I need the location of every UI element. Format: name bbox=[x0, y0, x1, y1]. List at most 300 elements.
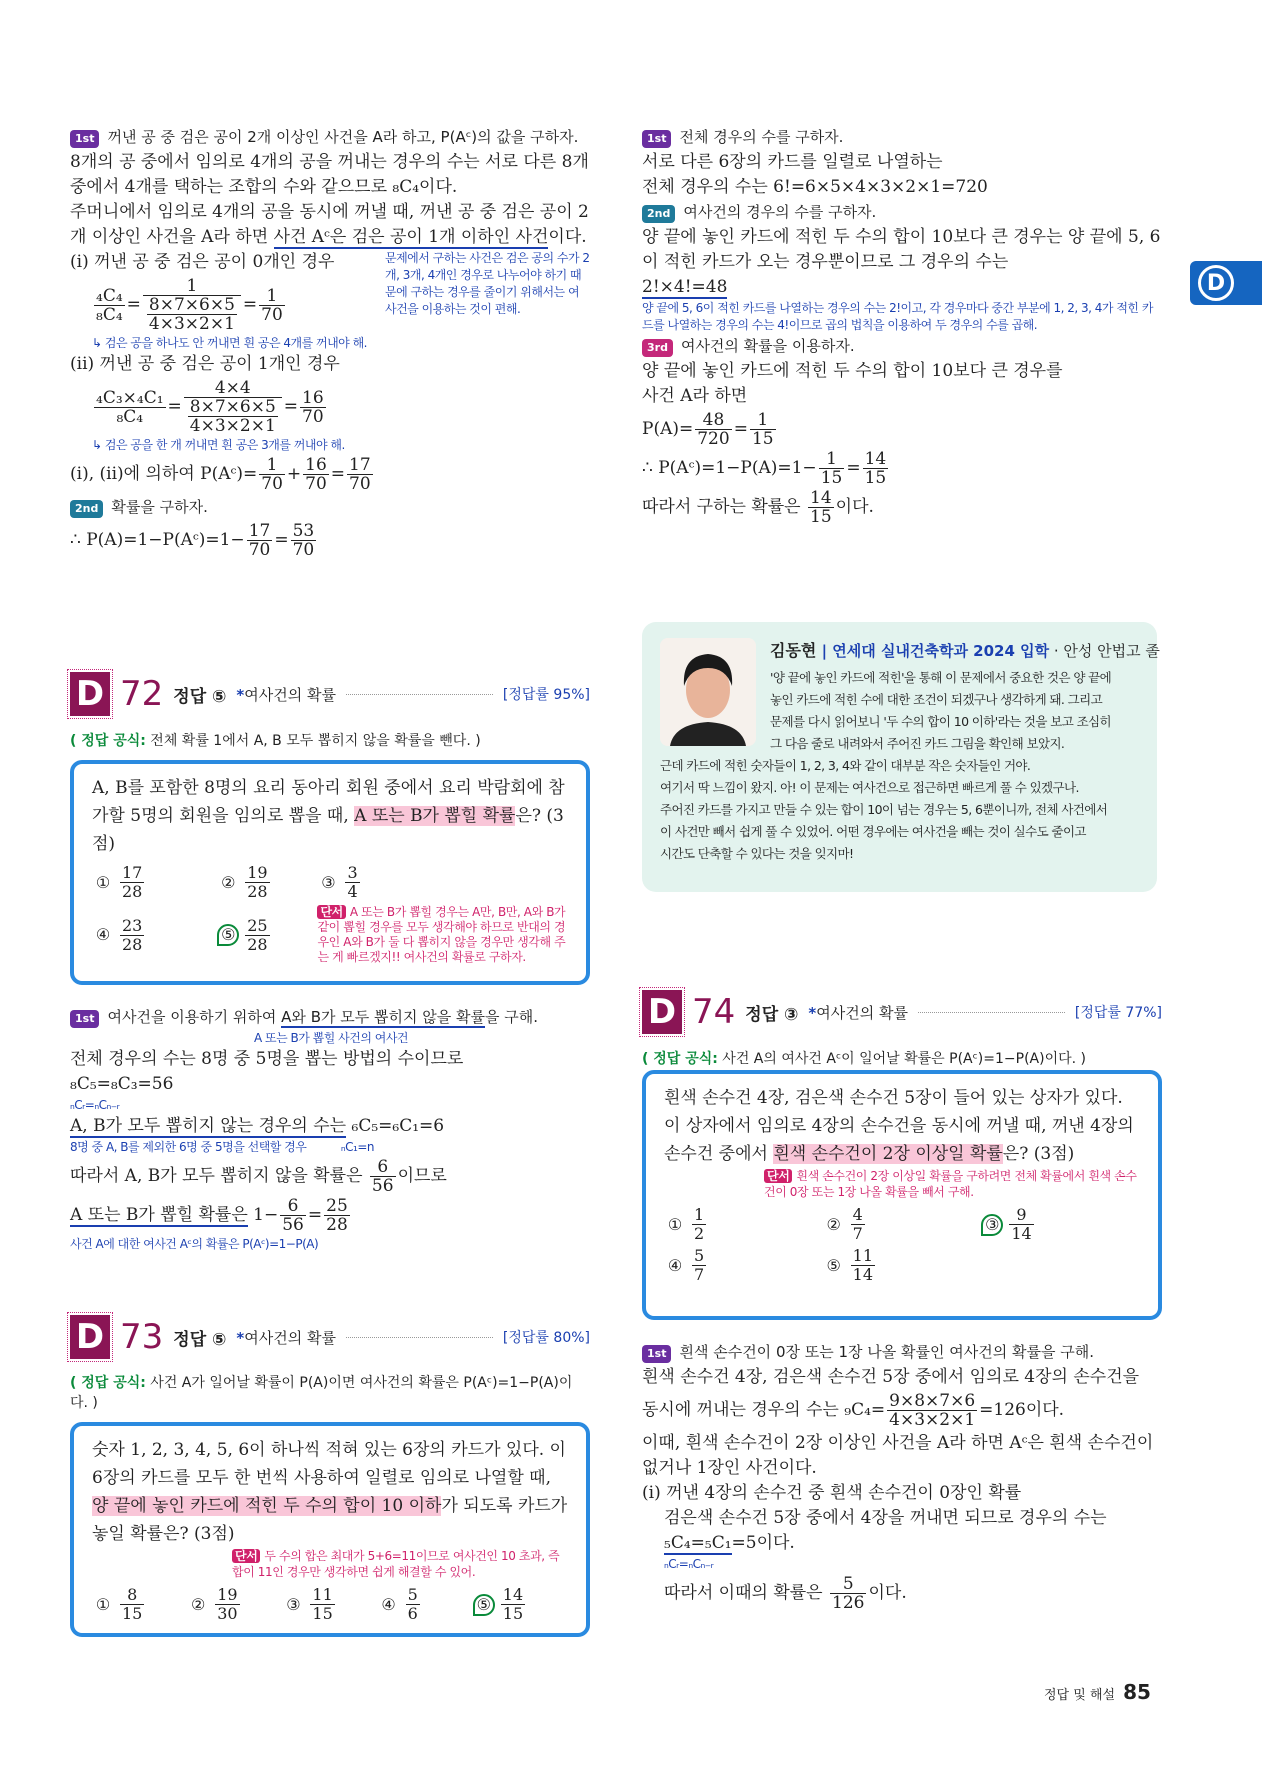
correct-rate: [정답률 80%] bbox=[502, 1330, 590, 1346]
denominator bbox=[310, 1605, 334, 1623]
fraction bbox=[303, 456, 329, 493]
denominator bbox=[245, 936, 269, 954]
numerator bbox=[887, 1392, 977, 1411]
frac-part: 1 bbox=[694, 1205, 705, 1224]
text: ₆C₅=₆C₁=6 bbox=[346, 1116, 445, 1136]
frac-part: 70 bbox=[248, 540, 271, 560]
fraction bbox=[695, 411, 731, 448]
numerator bbox=[291, 522, 317, 541]
question-number: 72 bbox=[120, 674, 164, 714]
text: = bbox=[242, 294, 258, 315]
q74-solution bbox=[642, 1340, 1162, 1614]
text: + bbox=[286, 464, 302, 484]
page-number: 85 bbox=[1123, 1680, 1151, 1704]
numerator bbox=[120, 1586, 144, 1605]
frac-part: 28 bbox=[122, 882, 143, 901]
frac-part: 17 bbox=[248, 521, 271, 541]
solution-line bbox=[642, 1481, 1162, 1506]
fraction bbox=[830, 1575, 866, 1612]
numerator bbox=[120, 917, 144, 936]
frac-part: 56 bbox=[282, 1215, 304, 1235]
text: 검은색 손수건 5장 중에서 4장을 꺼내면 되므로 경우의 수는 bbox=[664, 1508, 1107, 1528]
text: 은? (3점) bbox=[1002, 1144, 1075, 1164]
frac-part: 4 bbox=[347, 882, 358, 901]
frac-part: 1 bbox=[266, 285, 278, 306]
fraction bbox=[280, 1197, 306, 1234]
leader-dots bbox=[346, 1337, 493, 1338]
text: 서로 다른 6장의 카드를 일렬로 나열하는 bbox=[642, 152, 943, 172]
chapter-tab-d[interactable] bbox=[1190, 261, 1262, 305]
numerator bbox=[143, 277, 241, 296]
fraction bbox=[1009, 1206, 1033, 1243]
frac-part: ₄C₃×₄C₁ bbox=[96, 387, 164, 408]
frac-part: 15 bbox=[864, 468, 887, 488]
step-heading bbox=[70, 1005, 590, 1030]
answer-choice[interactable] bbox=[282, 1586, 377, 1623]
denominator bbox=[692, 1225, 706, 1243]
frac-part: 4 bbox=[852, 1205, 863, 1224]
answer-choice[interactable] bbox=[187, 1586, 282, 1623]
frac-part: 14 bbox=[810, 488, 832, 508]
numerator bbox=[830, 1575, 866, 1594]
leader-dots bbox=[346, 694, 493, 695]
denominator bbox=[245, 883, 269, 901]
chapter-badge: D bbox=[70, 1315, 110, 1359]
text: 따라서 A, B가 모두 뽑히지 않을 확률은 bbox=[70, 1166, 368, 1186]
numerator bbox=[808, 489, 834, 508]
fraction bbox=[324, 1197, 350, 1234]
numerator bbox=[184, 379, 282, 398]
denominator bbox=[94, 306, 125, 324]
highlighted-text: 양 끝에 놓인 카드에 적힌 두 수의 합이 10 이하 bbox=[92, 1496, 442, 1516]
frac-part: 126 bbox=[832, 1593, 865, 1613]
frac-part: 70 bbox=[302, 406, 324, 427]
solution-line bbox=[70, 1047, 590, 1072]
frac-part: 11 bbox=[312, 1585, 333, 1604]
answer-choice[interactable] bbox=[664, 1206, 823, 1243]
frac-part: 1 bbox=[757, 410, 769, 430]
student-testimonial bbox=[642, 622, 1160, 892]
text: 8명 중 A, B를 제외한 6명 중 5명을 선택할 경우 ₙC₁=n bbox=[70, 1140, 375, 1154]
fraction bbox=[819, 450, 845, 487]
solution-line bbox=[642, 450, 1162, 487]
denominator bbox=[345, 883, 359, 901]
solution-line bbox=[70, 1114, 590, 1139]
text: ↳ 검은 공을 하나도 안 꺼내면 흰 공은 4개를 꺼내야 해. bbox=[92, 336, 367, 350]
frac-part: 56 bbox=[371, 1176, 394, 1196]
step-heading bbox=[642, 334, 1162, 359]
fraction bbox=[215, 1586, 239, 1623]
answer-choice[interactable] bbox=[473, 1586, 568, 1623]
answer-choice[interactable] bbox=[823, 1247, 982, 1284]
fraction bbox=[692, 1206, 706, 1243]
solution-line bbox=[70, 352, 590, 377]
answer-choice[interactable] bbox=[217, 864, 317, 901]
text: (ii) 꺼낸 공 중 검은 공이 1개인 경우 bbox=[70, 354, 340, 374]
step-heading bbox=[70, 125, 590, 150]
solution-line bbox=[642, 1575, 1162, 1612]
frac-part: 25 bbox=[326, 1196, 348, 1216]
numerator bbox=[819, 450, 845, 469]
denominator bbox=[808, 508, 834, 526]
page-footer bbox=[1044, 1680, 1151, 1704]
frac-part: 15 bbox=[502, 1604, 524, 1623]
frac-part: 4×3×2×1 bbox=[189, 416, 276, 436]
q73-section bbox=[70, 1315, 590, 1413]
numerator bbox=[259, 287, 285, 306]
text: =126이다. bbox=[979, 1400, 1065, 1420]
text: 가 되도록 카드가 놓일 확률은? (3점) bbox=[92, 1496, 568, 1544]
solution-line bbox=[70, 1072, 590, 1097]
annotation-note bbox=[70, 1097, 590, 1114]
fraction bbox=[310, 1586, 334, 1623]
frac-part: 1 bbox=[826, 449, 837, 469]
frac-part: ₈C₄ bbox=[96, 304, 123, 325]
numerator bbox=[347, 456, 373, 475]
solution-line bbox=[642, 225, 1162, 275]
denominator bbox=[863, 469, 889, 487]
underlined-text: A 또는 B가 뽑힐 확률은 bbox=[70, 1205, 248, 1225]
text: 을 구해. bbox=[484, 1008, 538, 1026]
denominator bbox=[94, 408, 166, 426]
answer-label: 정답 ⑤ bbox=[173, 686, 227, 707]
frac-part: 25 bbox=[247, 915, 268, 935]
frac-part: 2 bbox=[694, 1224, 705, 1243]
step-badge: 1st bbox=[70, 130, 99, 148]
text: (i), (ii)에 의하여 P(Aᶜ)= bbox=[70, 464, 258, 484]
answer-choice[interactable] bbox=[92, 864, 217, 901]
frac-part: 8×7×6×5 bbox=[148, 295, 235, 315]
answer-choice[interactable] bbox=[92, 1586, 187, 1623]
frac-part: 3 bbox=[347, 863, 358, 882]
denominator bbox=[259, 306, 285, 324]
text: 문제에서 구하는 사건은 검은 공의 수가 2개, 3개, 4개인 경우로 나누어야 하기 때문에 구하는 경우를 줄이기 위해서는 여사건을 이용하는 것이 편해. bbox=[385, 251, 590, 316]
choice-number: ② bbox=[221, 872, 236, 892]
frac-part: 8×7×6×5 bbox=[189, 397, 276, 417]
text: ₙCᵣ=ₙCₙ₋ᵣ bbox=[664, 1557, 714, 1571]
denominator bbox=[147, 315, 237, 333]
text: ∴ P(Aᶜ)=1−P(A)=1− bbox=[642, 458, 817, 478]
denominator bbox=[501, 1605, 525, 1623]
topic: *여사건의 확률 bbox=[236, 1328, 336, 1347]
step-heading bbox=[642, 200, 1162, 225]
step-title bbox=[679, 128, 843, 146]
text: (i) 꺼낸 공 중 검은 공이 0개인 경우 bbox=[70, 252, 335, 272]
problem-text bbox=[92, 1436, 568, 1548]
numerator bbox=[345, 864, 359, 883]
step-badge: 3rd bbox=[642, 339, 673, 357]
q74-header bbox=[642, 990, 1162, 1034]
frac-part: 6 bbox=[407, 1604, 418, 1623]
frac-part: 19 bbox=[217, 1585, 238, 1604]
numerator bbox=[695, 411, 731, 430]
step-heading bbox=[642, 1340, 1162, 1365]
solution-line bbox=[642, 1392, 1162, 1429]
text: ₙCᵣ=ₙCₙ₋ᵣ bbox=[70, 1098, 120, 1112]
text: 전체 경우의 수를 구하자. bbox=[679, 128, 844, 146]
choice-number: ③ bbox=[321, 872, 336, 892]
denominator bbox=[830, 1594, 866, 1612]
text: P(A)= bbox=[642, 419, 694, 439]
annotation-note bbox=[70, 1236, 590, 1253]
choices bbox=[92, 864, 568, 965]
question-number: 73 bbox=[120, 1317, 164, 1357]
left-solution bbox=[70, 125, 590, 561]
numerator bbox=[259, 456, 285, 475]
student-photo bbox=[660, 638, 756, 746]
denominator bbox=[120, 883, 144, 901]
numerator bbox=[863, 450, 889, 469]
text: 양 끝에 놓인 카드에 적힌 두 수의 합이 10보다 큰 경우를 bbox=[642, 361, 1063, 381]
text: A, B를 포함한 8명의 요리 동아리 회원 중에서 요리 박람회에 참가할 5명의 회원을 임의로 뽑을 때, bbox=[92, 778, 565, 826]
numerator bbox=[215, 1586, 239, 1605]
frac-part: 1 bbox=[266, 455, 278, 475]
fraction bbox=[345, 864, 359, 901]
denominator bbox=[692, 1266, 706, 1284]
frac-part: ₈C₄ bbox=[116, 406, 144, 427]
frac-part: 23 bbox=[122, 915, 143, 935]
solution-line bbox=[70, 150, 590, 200]
numerator bbox=[692, 1247, 706, 1266]
text: 흰색 손수건이 0장 또는 1장 나올 확률인 여사건의 확률을 구해. bbox=[679, 1343, 1094, 1361]
denominator bbox=[851, 1225, 865, 1243]
numerator bbox=[303, 456, 329, 475]
fraction bbox=[863, 450, 889, 487]
denominator bbox=[347, 475, 373, 493]
numerator bbox=[370, 1158, 396, 1177]
text: 1− bbox=[247, 1205, 279, 1225]
denominator bbox=[887, 1411, 977, 1429]
q73-problem-box bbox=[70, 1422, 590, 1637]
choice-number: ② bbox=[191, 1594, 206, 1614]
answer-choice[interactable] bbox=[92, 905, 217, 965]
frac-part: 28 bbox=[326, 1215, 348, 1235]
step-badge: 2nd bbox=[642, 205, 675, 223]
annotation-note bbox=[70, 437, 590, 454]
solution-line bbox=[642, 359, 1162, 384]
frac-part: 70 bbox=[261, 304, 283, 325]
fraction bbox=[501, 1586, 525, 1623]
choice-number: ④ bbox=[95, 925, 111, 944]
denominator bbox=[120, 936, 144, 954]
answer-choice[interactable] bbox=[378, 1586, 473, 1623]
solution-line bbox=[642, 1531, 1162, 1556]
numerator bbox=[300, 389, 326, 408]
annotation-note bbox=[642, 1556, 1162, 1573]
fraction bbox=[184, 379, 282, 435]
fraction bbox=[887, 1392, 977, 1429]
frac-part: 14 bbox=[1011, 1224, 1032, 1243]
frac-part: 15 bbox=[751, 429, 774, 449]
underlined-text: A와 B가 모두 뽑히지 않을 확률 bbox=[281, 1008, 485, 1026]
step-badge: 2nd bbox=[70, 500, 103, 518]
denominator bbox=[300, 408, 326, 426]
frac-part: 16 bbox=[302, 387, 324, 408]
solution-line bbox=[70, 200, 590, 250]
text: 흰색 손수건 4장, 검은색 손수건 5장 중에서 임의로 4장의 손수건을 bbox=[642, 1367, 1140, 1387]
frac-part: 5 bbox=[842, 1574, 854, 1594]
numerator bbox=[1009, 1206, 1033, 1225]
step-title bbox=[107, 1008, 538, 1028]
text: ₈C₅=₈C₃=56 bbox=[70, 1074, 174, 1094]
text: = bbox=[307, 1205, 323, 1225]
numerator bbox=[94, 287, 125, 306]
solution-line bbox=[642, 411, 1162, 448]
fraction bbox=[120, 917, 144, 954]
choice-number: ④ bbox=[381, 1594, 396, 1614]
answer-formula: ( 정답 공식: 사건 A가 일어날 확률이 P(A)이면 여사건의 확률은 P(Aᶜ)=1−P(A)이다. ) bbox=[70, 1375, 573, 1411]
answer-choice[interactable] bbox=[217, 905, 317, 965]
frac-part: 720 bbox=[697, 429, 730, 449]
solution-line bbox=[642, 275, 1162, 300]
numerator bbox=[188, 398, 278, 417]
answer-label: 정답 ③ bbox=[745, 1004, 799, 1025]
answer-choice[interactable] bbox=[823, 1206, 982, 1243]
text: 이다. bbox=[835, 497, 874, 517]
denominator bbox=[1009, 1225, 1033, 1243]
fraction bbox=[851, 1206, 865, 1243]
numerator bbox=[851, 1206, 865, 1225]
frac-part: 11 bbox=[852, 1246, 874, 1265]
text: 이때, 흰색 손수건이 2장 이상인 사건을 A라 하면 Aᶜ은 흰색 손수건이 없거나 1장인 사건이다. bbox=[642, 1433, 1154, 1478]
frac-part: 4×4 bbox=[214, 378, 251, 398]
frac-part: 48 bbox=[702, 410, 725, 430]
answer-choice[interactable] bbox=[981, 1206, 1140, 1243]
solution-line bbox=[70, 379, 590, 435]
step-badge: 1st bbox=[70, 1010, 99, 1028]
numerator bbox=[120, 864, 144, 883]
q72-section bbox=[70, 672, 590, 750]
choice-number: ⑤ bbox=[473, 1594, 495, 1616]
problem-text bbox=[92, 774, 568, 858]
answer-choice[interactable] bbox=[317, 864, 568, 901]
text: A 또는 B가 뽑힐 사건의 여사건 bbox=[70, 1031, 409, 1045]
denominator bbox=[188, 417, 278, 435]
fraction bbox=[188, 398, 278, 435]
q73-header bbox=[70, 1315, 590, 1359]
q72-header bbox=[70, 672, 590, 716]
frac-part: 30 bbox=[217, 1604, 238, 1623]
text: 여사건을 이용하기 위하여 bbox=[107, 1008, 282, 1026]
text: 이다. bbox=[548, 227, 587, 247]
text: 8개의 공 중에서 임의로 4개의 공을 꺼내는 경우의 수는 서로 다른 8개 중에서 4개를 택하는 조합의 수와 같으므로 ₈C₄이다. bbox=[70, 152, 589, 197]
fraction bbox=[247, 522, 273, 559]
numerator bbox=[851, 1247, 875, 1266]
frac-part: 28 bbox=[122, 934, 143, 954]
text: 양 끝에 놓인 카드에 적힌 두 수의 합이 10보다 큰 경우는 양 끝에 5, 6이 적힌 카드가 오는 경우뿐이므로 그 경우의 수는 bbox=[642, 227, 1161, 272]
frac-part: 14 bbox=[864, 449, 887, 469]
text: = bbox=[274, 530, 289, 550]
step-badge: 1st bbox=[642, 130, 671, 148]
right-solution bbox=[642, 125, 1162, 528]
step-heading bbox=[642, 125, 1162, 150]
answer-choice[interactable] bbox=[664, 1247, 823, 1284]
frac-part: 28 bbox=[247, 882, 268, 901]
text: 여사건의 확률을 이용하자. bbox=[680, 337, 855, 355]
text: ∴ P(A)=1−P(Aᶜ)=1− bbox=[70, 530, 245, 550]
frac-part: 15 bbox=[122, 1604, 143, 1623]
fraction bbox=[406, 1586, 420, 1623]
text: 흰색 손수건 4장, 검은색 손수건 5장이 들어 있는 상자가 있다. 이 상자에서 임의로 4장의 손수건을 동시에 꺼낼 때, 꺼낸 4장의 손수건 중에서 bbox=[664, 1088, 1134, 1164]
frac-part: 15 bbox=[312, 1604, 333, 1623]
text: 따라서 구하는 확률은 bbox=[642, 497, 807, 517]
q72-solution bbox=[70, 1005, 590, 1253]
denominator bbox=[819, 469, 845, 487]
frac-part: 5 bbox=[407, 1585, 418, 1604]
text: ↳ 검은 공을 한 개 꺼내면 흰 공은 3개를 꺼내야 해. bbox=[92, 438, 345, 452]
numerator bbox=[406, 1586, 420, 1605]
fraction bbox=[120, 1586, 144, 1623]
q72-problem-box bbox=[70, 760, 590, 985]
underlined-text: A, B가 모두 뽑히지 않는 경우의 수는 bbox=[70, 1116, 347, 1136]
solution-line bbox=[642, 150, 1162, 175]
denominator bbox=[406, 1605, 420, 1623]
choice-number: ① bbox=[95, 1594, 111, 1614]
annotation-note bbox=[70, 335, 590, 352]
fraction bbox=[245, 864, 269, 901]
denominator bbox=[143, 296, 241, 333]
frac-part: 8 bbox=[127, 1585, 138, 1604]
testimonial-text: '양 끝에 놓인 카드에 적힌'을 통해 이 문제에서 중요한 것은 양 끝에 놓인 카드에 적힌 수에 대한 조건이 되겠구나 생각하게 돼. 그리고 문제를 다시 읽어보니 '두 수의 합이 10 이하'라는 것을 보고 조심히 그 다음 줄로 내려와서 주어진 카드 그림을 확인해 보았지. 근데 카드에 적힌 숫자들이 1, 2, 3, 4와 같이 대부분 작은 숫자들인 거야. 여기서 딱 느낌이 왔지. 아! 이 문제는 여사건으로 접근하면 빠르게 풀 수 있겠구나. 주어진 카드를 가지고 만들 수 있는 합이 10이 넘는 경우는 5, 6뿐이니까, 전체 사건에서 이 사건만 빼서 쉽게 풀 수 있었어. 어떤 경우에는 여사건을 빼는 것이 실수도 줄이고 시간도 단축할 수 있다는 것을 잊지마! bbox=[660, 670, 1112, 861]
question-number: 74 bbox=[692, 992, 736, 1032]
fraction bbox=[147, 296, 237, 333]
denominator bbox=[370, 1177, 396, 1195]
text: = bbox=[846, 458, 861, 478]
choices bbox=[664, 1206, 1140, 1284]
choice-number: ④ bbox=[667, 1255, 683, 1275]
text: 따라서 이때의 확률은 bbox=[664, 1583, 829, 1603]
annotation-note bbox=[642, 300, 1162, 334]
frac-part: 70 bbox=[349, 474, 371, 494]
solution-line bbox=[70, 522, 590, 559]
highlighted-text: A 또는 B가 뽑힐 확률 bbox=[354, 806, 516, 826]
frac-part: 14 bbox=[502, 1585, 524, 1604]
frac-part: 53 bbox=[292, 521, 315, 541]
step-title bbox=[107, 128, 578, 146]
frac-part: 70 bbox=[261, 474, 283, 494]
text: 동시에 꺼내는 경우의 수는 ₉C₄= bbox=[642, 1400, 886, 1420]
text: 주머니에서 임의로 4개의 공을 동시에 꺼낼 때, 꺼낸 공 중 검은 공이 2개 이상인 사건을 A라 하면 bbox=[70, 202, 589, 247]
text: = bbox=[126, 294, 141, 315]
solution-line bbox=[642, 1365, 1162, 1390]
choice-number: ⑤ bbox=[826, 1255, 841, 1275]
solution-line bbox=[642, 1431, 1162, 1481]
numerator bbox=[692, 1206, 706, 1225]
numerator bbox=[245, 917, 269, 936]
solution-line bbox=[642, 1506, 1162, 1531]
answer-label: 정답 ⑤ bbox=[173, 1329, 227, 1350]
step-heading bbox=[70, 495, 590, 520]
fraction bbox=[94, 287, 125, 324]
frac-part: 7 bbox=[694, 1265, 705, 1284]
text: 사건 A에 대한 여사건 Aᶜ의 확률은 P(Aᶜ)=1−P(A) bbox=[70, 1237, 319, 1251]
choice-number: ② bbox=[826, 1214, 841, 1234]
denominator bbox=[695, 430, 731, 448]
frac-part: 4×3×2×1 bbox=[889, 1410, 976, 1430]
frac-part: 9 bbox=[1016, 1205, 1027, 1224]
underlined-text: ₅C₄=₅C₁ bbox=[664, 1533, 732, 1553]
text: 은? (3점) bbox=[92, 806, 564, 854]
numerator bbox=[310, 1586, 334, 1605]
numerator bbox=[147, 296, 237, 315]
fraction bbox=[94, 389, 166, 426]
choice-number: ① bbox=[667, 1214, 683, 1234]
fraction bbox=[300, 389, 326, 426]
topic: *여사건의 확률 bbox=[808, 1003, 908, 1022]
numerator bbox=[750, 411, 776, 430]
frac-part: 6 bbox=[287, 1196, 299, 1216]
annotation-note bbox=[70, 1139, 590, 1156]
